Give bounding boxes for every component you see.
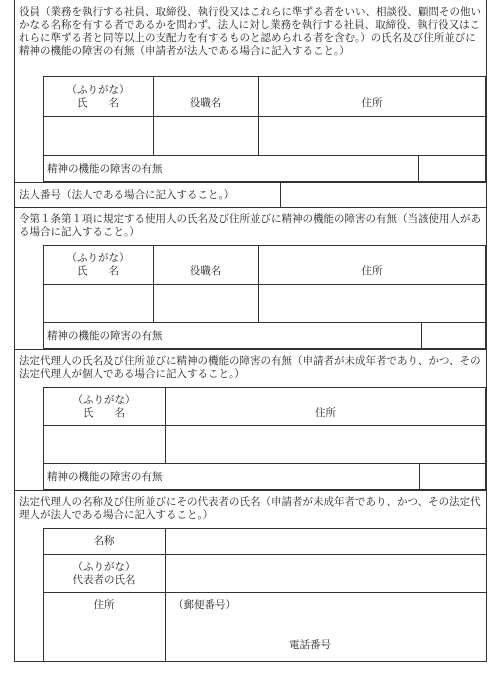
legal-rep-corporate-rep-name-field[interactable] bbox=[166, 555, 485, 591]
user-intro: 令第１条第１項に規定する使用人の氏名及び住所並びに精神の機能の障害の有無（当該使用人がある場合に記入すること。） bbox=[19, 213, 481, 238]
legal-rep-individual-intro: 法定代理人の氏名及び住所並びに精神の機能の障害の有無（申請者が未成年者であり、かつ、その法定代理人が個人である場合に記入すること。） bbox=[19, 355, 481, 380]
application-form bbox=[14, 0, 487, 662]
legal-rep-corporate-postal-label: （郵便番号） bbox=[173, 599, 236, 611]
user-furigana-label: （ふりがな） bbox=[66, 252, 130, 264]
officers-address-label: 住所 bbox=[361, 97, 383, 109]
legal-rep-individual-disability-label: 精神の機能の障害の有無 bbox=[47, 471, 163, 483]
legal-rep-corporate-furigana-label: （ふりがな） bbox=[72, 561, 136, 573]
corporate-number-field[interactable] bbox=[281, 183, 485, 206]
legal-rep-corporate-phone-label: 電話番号 bbox=[289, 639, 331, 651]
user-disability-field[interactable] bbox=[422, 323, 485, 348]
officers-name-label: 氏 名 bbox=[77, 97, 119, 109]
officers-position-label: 役職名 bbox=[189, 97, 222, 109]
legal-rep-corporate-address-field[interactable] bbox=[166, 614, 485, 636]
officers-disability-label: 精神の機能の障害の有無 bbox=[47, 163, 163, 175]
legal-rep-corporate-name-field[interactable] bbox=[166, 529, 485, 553]
legal-rep-individual-furigana-label: （ふりがな） bbox=[72, 394, 136, 406]
officers-address-field[interactable] bbox=[259, 117, 485, 154]
officers-position-field[interactable] bbox=[154, 117, 257, 154]
user-disability-label: 精神の機能の障害の有無 bbox=[47, 330, 163, 342]
user-position-label: 役職名 bbox=[189, 265, 222, 277]
legal-rep-individual-name-label: 氏 名 bbox=[83, 407, 125, 419]
legal-rep-individual-disability-field[interactable] bbox=[420, 464, 485, 489]
officers-furigana-label: （ふりがな） bbox=[66, 84, 130, 96]
user-address-field[interactable] bbox=[259, 285, 485, 321]
legal-rep-corporate-name-label: 名称 bbox=[93, 535, 115, 547]
user-position-field[interactable] bbox=[154, 285, 257, 321]
legal-rep-corporate-phone-field[interactable] bbox=[349, 636, 485, 658]
officers-disability-field[interactable] bbox=[419, 156, 485, 181]
officers-name-field[interactable] bbox=[44, 117, 152, 154]
legal-rep-corporate-rep-name-label: 代表者の氏名 bbox=[72, 574, 136, 586]
user-name-field[interactable] bbox=[44, 285, 152, 321]
legal-rep-corporate-address-label: 住所 bbox=[93, 599, 115, 611]
corporate-number-label: 法人番号（法人である場合に記入すること。） bbox=[19, 189, 235, 201]
legal-rep-individual-name-field[interactable] bbox=[44, 426, 164, 462]
user-address-label: 住所 bbox=[361, 265, 383, 277]
legal-rep-individual-address-field[interactable] bbox=[166, 426, 485, 462]
officers-intro: 役員（業務を執行する社員、取締役、執行役又はこれらに準ずる者をいい、相談役、顧問その他いかなる名称を有する者であるかを問わず、法人に対し業務を執行する社員、取締役、執行役又はこれらに準ずる者と同等以上の支配力を有するものと認められる者を含む。）の氏名及び住所並びに精神の機能の障害の有無（申請者が法人である場合に記入すること。） bbox=[19, 6, 481, 57]
legal-rep-individual-address-label: 住所 bbox=[315, 407, 336, 419]
legal-rep-corporate-intro: 法定代理人の名称及び住所並びにその代表者の氏名（申請者が未成年者であり、かつ、その法定代理人が法人である場合に記入すること。） bbox=[19, 496, 481, 521]
user-name-label: 氏 名 bbox=[77, 265, 119, 277]
